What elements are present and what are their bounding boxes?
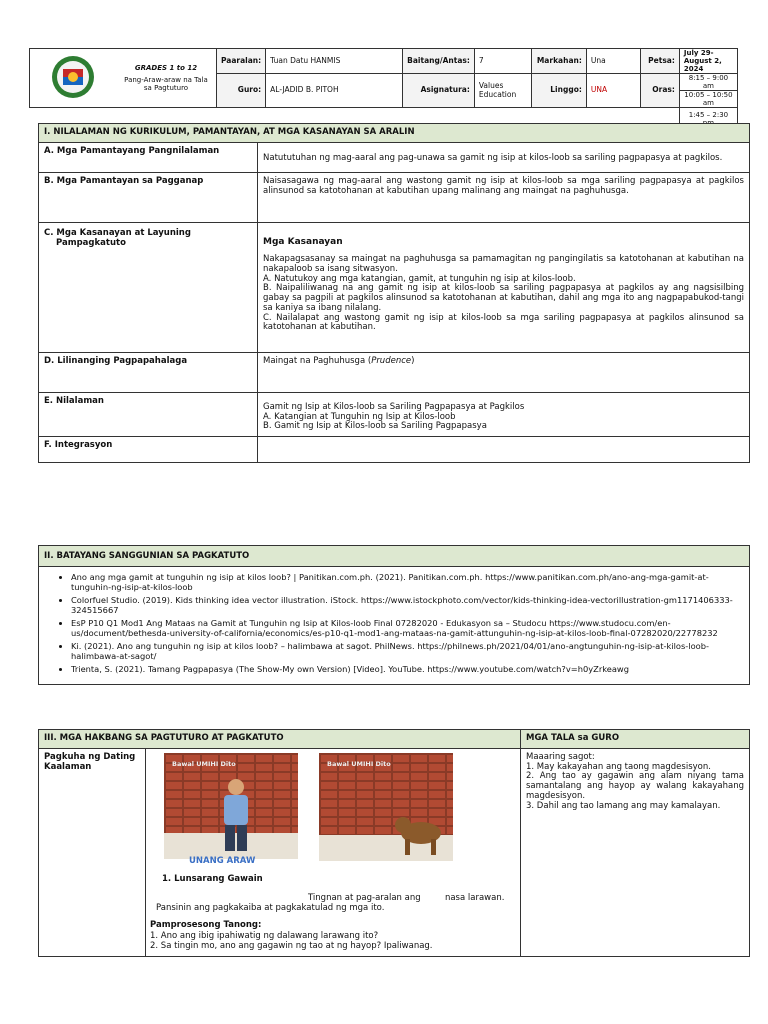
paaralan-value: Tuan Datu HANMIS (266, 49, 403, 74)
row-content: Maingat na Paghuhusga (Prudence) (258, 352, 750, 392)
notes-item: 2. Ang tao ay gagawin ang alam niyang tama samantalang ang hayop ay walang kakayahang magdesisyon. (526, 771, 744, 801)
notes-item: 1. May kakayahan ang taong magdesisyon. (526, 761, 711, 772)
reference-item: • Trienta, S. (2021). Tamang Pagpapasya (The Show-My own Version) [Video]. YouTube. https://www.youtube.com/watch?v=h0yZrkeawg (71, 665, 735, 675)
teacher-notes (521, 748, 750, 956)
row-label: E. Nilalaman (39, 392, 258, 436)
row-label (39, 222, 258, 352)
content-line: Gamit ng Isip at Kilos-loob sa Sariling Pagpapasya at Pagkilos (263, 401, 525, 412)
oras-label: Oras: (640, 74, 679, 108)
markahan-value: Una (586, 49, 640, 74)
question-item: 1. Ano ang ibig ipahiwatig ng dalawang larawang ito? (150, 930, 379, 941)
picture-man-wall (164, 753, 298, 859)
row-label: F. Integrasyon (39, 437, 258, 463)
section-references (38, 545, 750, 685)
content-line: B. Gamit ng Isip at Kilos-loob sa Sariling Pagpapasya (263, 421, 487, 432)
baitang-value: 7 (474, 49, 531, 74)
skills-item: C. Nailalapat ang wastong gamit ng isip at kilos-loob sa mga sariling pagpapasya at pagkilos alinsunod sa katotohanan at kabutihan. (263, 312, 744, 333)
row-label: B. Mga Pamantayan sa Pagganap (39, 172, 258, 222)
row-content (258, 222, 750, 352)
instruction-line: Tingnan at pag-aralan ang nasa larawan. (308, 892, 505, 903)
activity-title: 1. Lunsarang Gawain (162, 873, 263, 884)
section-heading: III. MGA HAKBANG SA PAGTUTURO AT PAGKATUTO (39, 730, 521, 749)
skills-item: A. Natutukoy ang mga katangian, gamit, at tunguhin ng isip at kilos-loob. (263, 273, 576, 284)
form-title-cell (116, 49, 217, 108)
section-procedure (38, 729, 750, 957)
row-label: D. Lilinanging Pagpapahalaga (39, 352, 258, 392)
reference-list-box (38, 567, 750, 685)
questions-title: Pamprosesong Tanong: (150, 919, 262, 930)
row-content: Naisasagawa ng mag-aaral ang wastong gamit ng isip at kilos-loob sa mga sariling pagpapasya at pagkilos alinsunod sa katotohanan at kabutihan upang malinang ang maingat na paghuhusga. (258, 172, 750, 222)
school-seal-icon (51, 55, 95, 99)
section-heading: I. NILALAMAN NG KURIKULUM, PAMANTAYAN, AT MGA KASANAYAN SA ARALIN (39, 124, 750, 143)
oras-slot: 1:45 – 2:30 (679, 108, 737, 130)
notes-intro: Maaaring sagot: (526, 751, 595, 762)
row-label-line: C. Mga Kasanayan at Layuning (44, 227, 191, 238)
asignatura-value: Values Education (474, 74, 531, 108)
dog-icon (319, 753, 453, 861)
petsa-label: Petsa: (640, 49, 679, 74)
reference-item: • EsP P10 Q1 Mod1 Ang Mataas na Gamit at Tunguhin ng Isip at Kilos-loob Final 07282020 - Edukasyon sa – Studocu https://www.studocu.com/en-us/document/bethesda-university-of-california/economics/es-p10-q1-mod1-ang-mataas-na-gamit-attunguhin-ng-isip-at-kilos-loob-final-07282020/22778232 (71, 619, 735, 639)
grades-label: GRADES 1 to 12 (134, 64, 198, 73)
row-content (258, 392, 750, 436)
guro-value: AL-JADID B. PITOH (266, 74, 403, 108)
paaralan-label: Paaralan: (217, 49, 266, 74)
step-content (146, 748, 521, 956)
form-title: Pang-Araw-araw na Tala sa Pagtuturo (124, 76, 208, 93)
guro-label: Guro: (217, 74, 266, 108)
step-label: Pagkuha ng Dating Kaalaman (39, 748, 146, 956)
question-item: 2. Sa tingin mo, ano ang gagawin ng tao at ng hayop? Ipaliwanag. (150, 940, 433, 951)
row-label-line: Pampagkatuto (56, 237, 126, 248)
notes-item: 3. Dahil ang tao lamang ang may kamalayan. (526, 800, 721, 811)
first-day-caption: UNANG ARAW (189, 855, 256, 866)
skills-item: B. Naipaliliwanag na ang gamit ng isip at kilos-loob sa sariling pagpapasya at pagkilos ay ang nagsisilbing gabay sa pagpili at pagkilos alinsunod sa katotohanan at kabutihan, dahil ang mga ito ang nagpapabukod-tangi sa kaniya sa ibang nilalang. (263, 283, 744, 313)
row-label: A. Mga Pamantayang Pangnilalaman (39, 142, 258, 172)
linggo-label: Linggo: (531, 74, 586, 108)
instruction-line: Pansinin ang pagkakaiba at pagkakatulad ng mga ito. (156, 902, 385, 913)
skills-title: Mga Kasanayan (263, 236, 343, 247)
oras-slot: 10:05 – 10:50 am (679, 91, 737, 108)
markahan-label: Markahan: (531, 49, 586, 74)
content-line: A. Katangian at Tunguhin ng Isip at Kilos-loob (263, 411, 456, 422)
asignatura-label: Asignatura: (403, 74, 475, 108)
school-seal-cell (30, 49, 117, 108)
section-curriculum (38, 123, 750, 463)
reference-item: • Colorfuel Studio. (2019). Kids thinking idea vector illustration. iStock. https://www.istockphoto.com/vector/kids-thinking-idea-vectorillustration-gm1171406333-324515667 (71, 596, 735, 616)
row-content: Natututuhan ng mag-aaral ang pag-unawa sa gamit ng isip at kilos-loob sa sariling pagpapasya at pagkilos. (258, 142, 750, 172)
skills-intro: Nakapagsasanay sa maingat na paghuhusga sa pamamagitan ng pangingilatis sa katotohanan at kabutihan na nakapaloob sa isang sitwasyon. (263, 254, 744, 274)
man-icon (164, 753, 298, 859)
reference-list (55, 573, 735, 675)
picture-dog-wall (319, 753, 453, 861)
notes-heading: MGA TALA sa GURO (521, 730, 750, 749)
wall-sign: Bawal UMIHI Dito (172, 759, 236, 768)
prudence-text: Prudence (371, 355, 412, 366)
linggo-value: UNA (586, 74, 640, 108)
reference-item: • Ano ang mga gamit at tunguhin ng isip at kilos loob? | Panitikan.com.ph. (2021). Panitikan.com.ph. https://www.panitikan.com.ph/ano-ang-mga-gamit-at-tunguhin-ng-isip-at-kilos-loob (71, 573, 735, 593)
row-content (258, 437, 750, 463)
reference-item: • Ki. (2021). Ano ang tunguhin ng isip at kilos loob? – halimbawa at sagot. PhilNews. https://philnews.ph/2021/04/01/ano-angtunguhin-ng-isip-at-kilos-loob-halimbawa-at-sagot/ (71, 642, 735, 662)
oras-slot: 8:15 – 9:00 am (679, 74, 737, 91)
wall-sign: Bawal UMIHI Dito (327, 759, 391, 768)
header-table (29, 48, 738, 130)
baitang-label: Baitang/Antas: (403, 49, 475, 74)
petsa-value: July 29- August 2, 2024 (679, 49, 737, 74)
section-heading: II. BATAYANG SANGGUNIAN SA PAGKATUTO (38, 545, 750, 567)
